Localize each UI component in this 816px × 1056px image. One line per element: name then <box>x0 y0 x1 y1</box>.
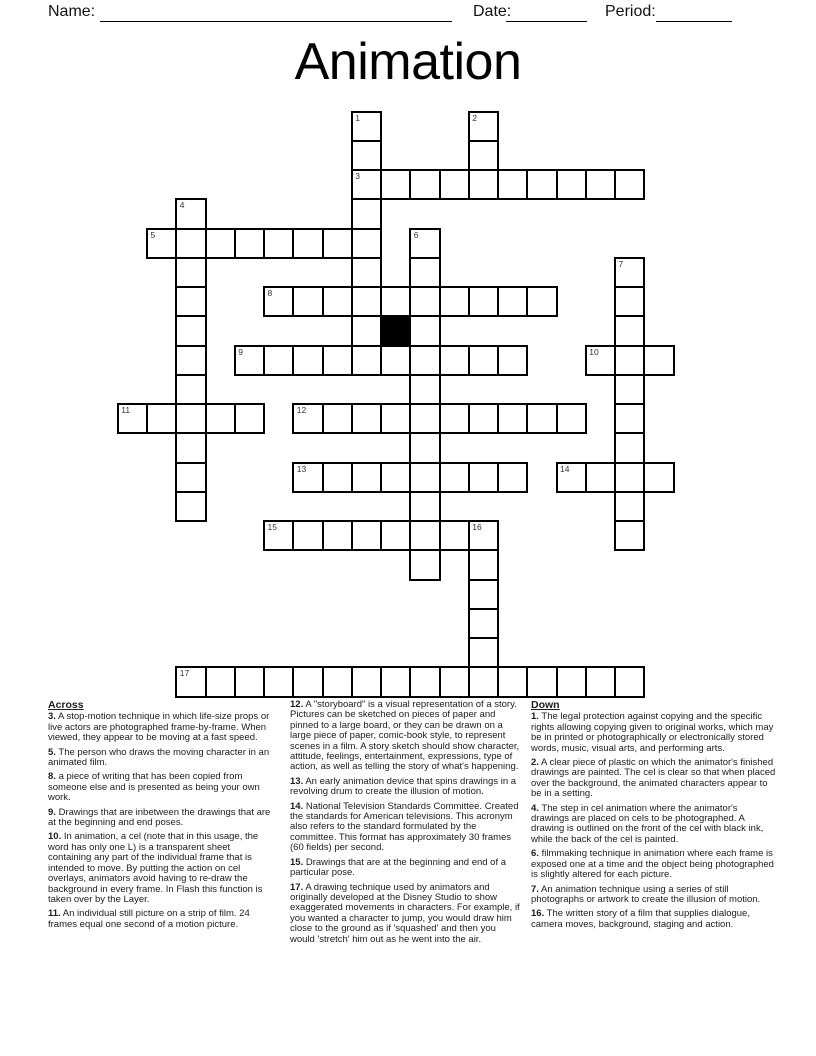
grid-cell-r2c16[interactable] <box>585 169 616 200</box>
grid-cell-r6c9[interactable] <box>380 286 411 317</box>
grid-cell-r0c8[interactable] <box>351 111 382 142</box>
cell-number-1: 1 <box>355 112 360 123</box>
clue-number: 5. <box>48 746 56 758</box>
grid-cell-r15c12[interactable] <box>468 549 499 580</box>
grid-cell-r1c8[interactable] <box>351 140 382 171</box>
grid-cell-r10c4[interactable] <box>234 403 265 434</box>
clue-number: 2. <box>531 757 539 769</box>
grid-cell-r4c8[interactable] <box>351 228 382 259</box>
grid-cell-r13c10[interactable] <box>409 491 440 522</box>
grid-cell-r19c4[interactable] <box>234 666 265 697</box>
grid-cell-r13c2[interactable] <box>175 491 206 522</box>
grid-cell-r2c11[interactable] <box>439 169 470 200</box>
grid-cell-r9c10[interactable] <box>409 374 440 405</box>
grid-cell-r14c5[interactable] <box>263 520 294 551</box>
grid-cell-r6c13[interactable] <box>497 286 528 317</box>
grid-cell-r8c5[interactable] <box>263 345 294 376</box>
grid-cell-r10c12[interactable] <box>468 403 499 434</box>
clue-down-1: 1. The legal protection against copying and the specific rights allowing copying given to original works, which may be in printed or photographically or electronically stored words, music, visual arts, and performing arts. <box>531 711 774 754</box>
grid-cell-r9c2[interactable] <box>175 374 206 405</box>
across-heading: Across <box>48 699 84 711</box>
grid-cell-r19c2[interactable] <box>175 666 206 697</box>
grid-cell-r8c11[interactable] <box>439 345 470 376</box>
grid-cell-r19c15[interactable] <box>556 666 587 697</box>
grid-cell-r4c1[interactable] <box>146 228 177 259</box>
grid-cell-r19c14[interactable] <box>526 666 557 697</box>
clue-number: 3. <box>48 711 56 723</box>
grid-cell-r6c11[interactable] <box>439 286 470 317</box>
grid-cell-r17c12[interactable] <box>468 608 499 639</box>
down-heading: Down <box>531 699 560 711</box>
grid-cell-r2c10[interactable] <box>409 169 440 200</box>
clue-down-7: 7. An animation technique using a series of still photographs or artwork to create the illusion of motion. <box>531 883 761 905</box>
grid-cell-r12c15[interactable] <box>556 462 587 493</box>
grid-cell-r6c14[interactable] <box>526 286 557 317</box>
grid-cell-r8c4[interactable] <box>234 345 265 376</box>
grid-cell-r12c2[interactable] <box>175 462 206 493</box>
cell-number-4: 4 <box>179 200 185 211</box>
clue-number: 4. <box>531 802 539 814</box>
clue-across-10: 10. In animation, a cel (note that in this usage, the word has only one L) is a transparent sheet containing any part of the individual frame that is intended to move. By putting the action on cel overlays, animators avoid having to re-draw the background in every frame. In Flash this function is taken over by the Layer. <box>48 831 263 905</box>
grid-cell-r19c10[interactable] <box>409 666 440 697</box>
clue-number: 1. <box>531 711 539 723</box>
cell-number-16: 16 <box>472 522 482 533</box>
grid-cell-r6c2[interactable] <box>175 286 206 317</box>
grid-cell-r10c6[interactable] <box>292 403 323 434</box>
clue-down-16: 16. The written story of a film that supplies dialogue, camera moves, background, staging and action. <box>531 908 750 930</box>
grid-cell-r12c16[interactable] <box>585 462 616 493</box>
clue-number: 12. <box>290 699 304 710</box>
clue-number: 13. <box>290 775 304 787</box>
grid-cell-r19c16[interactable] <box>585 666 616 697</box>
clue-column-across-1 <box>48 700 276 934</box>
grid-cell-r19c17[interactable] <box>614 666 645 697</box>
grid-cell-r10c1[interactable] <box>146 403 177 434</box>
clue-down-4: 4. The step in cel animation where the animator's drawings are placed on cels to be photographed. A drawing is outlined on the front of the cel with black ink, while the back of the cel is painted. <box>531 802 764 845</box>
grid-cell-r12c11[interactable] <box>439 462 470 493</box>
clue-column-down <box>531 700 777 934</box>
clue-down-6: 6. filmmaking technique in animation where each frame is exposed one at a time and the object being photographed is slightly altered for each picture. <box>531 848 774 881</box>
grid-cell-r12c7[interactable] <box>322 462 353 493</box>
grid-cell-r8c13[interactable] <box>497 345 528 376</box>
clue-across-13: 13. An early animation device that spins drawings in a revolving drum to create the illusion of motion. <box>290 775 517 798</box>
grid-cell-r12c9[interactable] <box>380 462 411 493</box>
cell-number-3: 3 <box>355 171 360 182</box>
clue-across-11: 11. An individual still picture on a strip of film. 24 frames equal one second of a motion picture. <box>48 908 250 930</box>
clue-number: 16. <box>531 908 545 920</box>
grid-cell-r10c15[interactable] <box>556 403 587 434</box>
grid-cell-r10c10[interactable] <box>409 403 440 434</box>
grid-cell-r11c2[interactable] <box>175 432 206 463</box>
cell-number-5: 5 <box>150 229 156 240</box>
grid-cell-r14c7[interactable] <box>322 520 353 551</box>
puzzle-title: Animation <box>294 33 522 91</box>
clue-across-5: 5. The person who draws the moving character in an animated film. <box>48 746 270 769</box>
clue-column-across-2 <box>290 700 523 949</box>
blocked-cell <box>380 315 411 346</box>
grid-cell-r2c12[interactable] <box>468 169 499 200</box>
clue-number: 9. <box>48 806 56 818</box>
grid-cell-r3c8[interactable] <box>351 198 382 229</box>
grid-cell-r19c3[interactable] <box>205 666 236 697</box>
cell-number-17: 17 <box>179 668 190 679</box>
grid-cell-r14c8[interactable] <box>351 520 382 551</box>
grid-cell-r8c6[interactable] <box>292 345 323 376</box>
cell-number-8: 8 <box>267 288 273 299</box>
grid-cell-r6c17[interactable] <box>614 286 645 317</box>
cell-number-9: 9 <box>238 346 243 357</box>
grid-cell-r2c13[interactable] <box>497 169 528 200</box>
grid-cell-r1c12[interactable] <box>468 140 499 171</box>
grid-cell-r2c15[interactable] <box>556 169 587 200</box>
cell-number-12: 12 <box>296 405 307 416</box>
grid-cell-r11c17[interactable] <box>614 432 645 463</box>
grid-cell-r5c2[interactable] <box>175 257 206 288</box>
grid-cell-r11c10[interactable] <box>409 432 440 463</box>
grid-cell-r12c13[interactable] <box>497 462 528 493</box>
grid-cell-r8c16[interactable] <box>585 345 616 376</box>
grid-cell-r5c17[interactable] <box>614 257 645 288</box>
grid-cell-r19c5[interactable] <box>263 666 294 697</box>
grid-cell-r10c9[interactable] <box>380 403 411 434</box>
grid-cell-r7c17[interactable] <box>614 315 645 346</box>
name-label: Name: <box>48 3 96 20</box>
grid-cell-r5c8[interactable] <box>351 257 382 288</box>
grid-cell-r10c17[interactable] <box>614 403 645 434</box>
grid-cell-r8c12[interactable] <box>468 345 499 376</box>
grid-cell-r10c14[interactable] <box>526 403 557 434</box>
grid-cell-r14c10[interactable] <box>409 520 440 551</box>
clue-across-15: 15. Drawings that are at the beginning and end of a particular pose. <box>290 856 507 879</box>
grid-cell-r19c8[interactable] <box>351 666 382 697</box>
cell-number-13: 13 <box>296 463 307 474</box>
grid-cell-r19c12[interactable] <box>468 666 499 697</box>
clue-number: 14. <box>290 800 304 812</box>
grid-cell-r9c17[interactable] <box>614 374 645 405</box>
grid-cell-r14c11[interactable] <box>439 520 470 551</box>
grid-cell-r6c5[interactable] <box>263 286 294 317</box>
grid-cell-r15c10[interactable] <box>409 549 440 580</box>
grid-cell-r10c0[interactable] <box>117 403 148 434</box>
grid-cell-r2c8[interactable] <box>351 169 382 200</box>
clue-across-8: 8. a piece of writing that has been copied from someone else and is presented as being your own work. <box>48 771 260 804</box>
grid-cell-r4c3[interactable] <box>205 228 236 259</box>
cell-number-14: 14 <box>560 463 570 474</box>
grid-cell-r3c2[interactable] <box>175 198 206 229</box>
grid-cell-r6c6[interactable] <box>292 286 323 317</box>
grid-cell-r12c12[interactable] <box>468 462 499 493</box>
grid-cell-r14c17[interactable] <box>614 520 645 551</box>
grid-cell-r14c6[interactable] <box>292 520 323 551</box>
grid-cell-r4c2[interactable] <box>175 228 206 259</box>
grid-cell-r4c7[interactable] <box>322 228 353 259</box>
clue-number: 11. <box>48 908 61 920</box>
grid-cell-r12c18[interactable] <box>643 462 674 493</box>
grid-cell-r10c3[interactable] <box>205 403 236 434</box>
grid-cell-r8c18[interactable] <box>643 345 674 376</box>
grid-cell-r8c7[interactable] <box>322 345 353 376</box>
grid-cell-r19c11[interactable] <box>439 666 470 697</box>
grid-cell-r4c5[interactable] <box>263 228 294 259</box>
grid-cell-r10c7[interactable] <box>322 403 353 434</box>
grid-cell-r8c17[interactable] <box>614 345 645 376</box>
grid-cell-r18c12[interactable] <box>468 637 499 668</box>
grid-cell-r4c4[interactable] <box>234 228 265 259</box>
grid-cell-r6c10[interactable] <box>409 286 440 317</box>
clue-across-3: 3. A stop-motion technique in which life-size props or live actors are photographed frame-by-frame. When viewed, they appear to be moving at a fast speed. <box>48 711 270 744</box>
grid-cell-r10c11[interactable] <box>439 403 470 434</box>
grid-cell-r10c8[interactable] <box>351 403 382 434</box>
grid-cell-r19c9[interactable] <box>380 666 411 697</box>
clue-number: 8. <box>48 771 56 783</box>
clue-across-9: 9. Drawings that are inbetween the drawings that are at the beginning and end poses. <box>48 806 271 829</box>
grid-cell-r4c10[interactable] <box>409 228 440 259</box>
cell-number-6: 6 <box>413 229 419 240</box>
grid-cell-r2c14[interactable] <box>526 169 557 200</box>
clue-number: 17. <box>290 881 304 893</box>
grid-cell-r19c7[interactable] <box>322 666 353 697</box>
cell-number-11: 11 <box>121 405 131 416</box>
grid-cell-r19c6[interactable] <box>292 666 323 697</box>
period-label: Period: <box>605 3 656 20</box>
date-label: Date: <box>473 3 512 20</box>
grid-cell-r10c2[interactable] <box>175 403 206 434</box>
clue-number: 10. <box>48 831 62 843</box>
cell-number-7: 7 <box>618 258 624 269</box>
grid-cell-r7c2[interactable] <box>175 315 206 346</box>
grid-cell-r6c7[interactable] <box>322 286 353 317</box>
grid-cell-r6c12[interactable] <box>468 286 499 317</box>
grid-cell-r8c2[interactable] <box>175 345 206 376</box>
cell-number-10: 10 <box>589 346 599 357</box>
clue-number: 7. <box>531 883 539 895</box>
grid-cell-r2c17[interactable] <box>614 169 645 200</box>
grid-cell-r7c10[interactable] <box>409 315 440 346</box>
clue-number: 15. <box>290 856 304 868</box>
grid-cell-r14c9[interactable] <box>380 520 411 551</box>
grid-cell-r5c10[interactable] <box>409 257 440 288</box>
grid-cell-r6c8[interactable] <box>351 286 382 317</box>
grid-cell-r19c13[interactable] <box>497 666 528 697</box>
clue-across-12: 12. A "storyboard" is a visual representation of a story. Pictures can be sketched on pieces of paper and pinned to a large board, or they can be drawn on a large piece of paper, comic-book style, to represent scenes in a film. A story sketch should show character, attitude, feelings, entertainment, expressions, type of action, as well as telling the story of what's happening. <box>290 699 520 773</box>
grid-cell-r14c12[interactable] <box>468 520 499 551</box>
clue-across-17: 17. A drawing technique used by animators and originally developed at the Disney Studio to show exaggerated movements in characters. For example, if you wanted a character to jump, you would draw him close to the ground as if 'squashed' and then you would 'stretch' him out as he went into the air. <box>290 881 520 945</box>
grid-cell-r4c6[interactable] <box>292 228 323 259</box>
grid-cell-r12c17[interactable] <box>614 462 645 493</box>
clue-number: 6. <box>531 848 539 860</box>
grid-cell-r12c10[interactable] <box>409 462 440 493</box>
grid-cell-r16c12[interactable] <box>468 579 499 610</box>
cell-number-2: 2 <box>472 112 477 123</box>
grid-cell-r8c10[interactable] <box>409 345 440 376</box>
grid-cell-r0c12[interactable] <box>468 111 499 142</box>
grid-cell-r12c6[interactable] <box>292 462 323 493</box>
clue-across-14: 14. National Television Standards Committee. Created the standards for American televisions. This acronym also refers to the standard formulated by the committee. This format has approximately 30 frames (60 fields) per second. <box>290 800 519 854</box>
grid-cell-r10c13[interactable] <box>497 403 528 434</box>
clue-down-2: 2. A clear piece of plastic on which the animator's finished drawings are painted. The cel is clear so that when placed over the background, the animated characters appear to be in a setting. <box>531 757 776 800</box>
grid-cell-r13c17[interactable] <box>614 491 645 522</box>
cell-number-15: 15 <box>267 522 277 533</box>
grid-cell-r2c9[interactable] <box>380 169 411 200</box>
grid-cell-r7c8[interactable] <box>351 315 382 346</box>
grid-cell-r8c8[interactable] <box>351 345 382 376</box>
grid-cell-r12c8[interactable] <box>351 462 382 493</box>
grid-cell-r8c9[interactable] <box>380 345 411 376</box>
